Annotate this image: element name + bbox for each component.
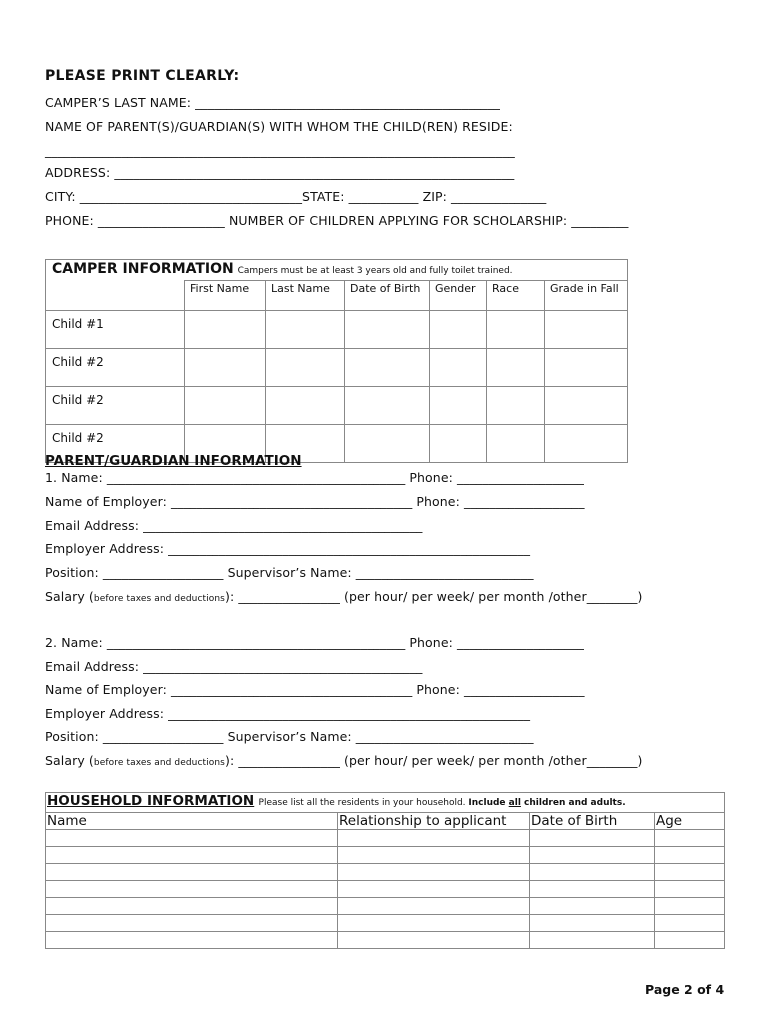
camper-cell[interactable] (430, 311, 487, 349)
household-cell[interactable] (46, 881, 338, 898)
household-cell[interactable] (338, 932, 530, 949)
household-info-table (45, 792, 725, 949)
household-cell[interactable] (530, 864, 655, 881)
camper-cell[interactable] (487, 425, 545, 463)
camper-cell[interactable] (545, 387, 628, 425)
household-row (46, 847, 725, 864)
household-row (46, 915, 725, 932)
salary-note: before taxes and deductions (93, 758, 225, 768)
parent2-salary-field[interactable] (45, 753, 642, 768)
camper-cell[interactable] (430, 425, 487, 463)
camper-cell[interactable] (185, 311, 266, 349)
camper-row-label: Child #2 (46, 425, 185, 463)
household-cell[interactable] (338, 881, 530, 898)
camper-row-label: Child #2 (46, 387, 185, 425)
parent1-employer-field[interactable]: Name of Employer: ______________________________________ Phone: ___________________ (45, 494, 585, 509)
household-header-name: Name (46, 813, 338, 830)
camper-row-label: Child #2 (46, 349, 185, 387)
parent2-position-field[interactable]: Position: ___________________ Supervisor’s Name: ____________________________ (45, 729, 534, 744)
household-cell[interactable] (655, 847, 725, 864)
household-cell[interactable] (338, 847, 530, 864)
salary-label: Salary ( (45, 589, 94, 604)
camper-cell[interactable] (266, 349, 345, 387)
household-row (46, 932, 725, 949)
household-cell[interactable] (338, 864, 530, 881)
salary-rest: ): ________________ (per hour/ per week/ per month /other________) (224, 753, 643, 768)
household-row (46, 830, 725, 847)
household-note-bold-2: children and adults. (520, 798, 626, 808)
household-cell[interactable] (46, 898, 338, 915)
household-note-all: all (508, 798, 521, 808)
household-note-text: Please list all the residents in your household. (258, 798, 469, 808)
household-title-cell (46, 793, 725, 813)
household-row (46, 881, 725, 898)
household-cell[interactable] (338, 830, 530, 847)
household-cell[interactable] (655, 864, 725, 881)
camper-info-table (45, 259, 628, 463)
camper-cell[interactable] (185, 349, 266, 387)
household-rows (46, 830, 725, 949)
camper-cell[interactable] (345, 387, 430, 425)
camper-info-title: CAMPER INFORMATION (52, 261, 234, 277)
camper-header-first-name: First Name (185, 281, 266, 311)
camper-cell[interactable] (545, 311, 628, 349)
household-cell[interactable] (46, 830, 338, 847)
camper-header-last-name: Last Name (266, 281, 345, 311)
household-cell[interactable] (530, 830, 655, 847)
camper-header-gender: Gender (430, 281, 487, 311)
address-field[interactable]: ADDRESS: _______________________________________________________________ (45, 165, 515, 180)
page-heading: PLEASE PRINT CLEARLY: (45, 68, 240, 84)
camper-row-label: Child #1 (46, 311, 185, 349)
camper-cell[interactable] (430, 349, 487, 387)
camper-cell[interactable] (266, 387, 345, 425)
camper-header-blank (46, 281, 185, 311)
camper-cell[interactable] (266, 311, 345, 349)
household-cell[interactable] (338, 915, 530, 932)
camper-cell[interactable] (487, 349, 545, 387)
household-cell[interactable] (655, 898, 725, 915)
city-state-zip-field[interactable]: CITY: ___________________________________STATE: ___________ ZIP: _______________ (45, 189, 547, 204)
camper-info-title-cell (46, 260, 628, 281)
parent2-employer-address-field[interactable]: Employer Address: _________________________________________________________ (45, 706, 531, 721)
salary-label: Salary ( (45, 753, 94, 768)
household-cell[interactable] (46, 932, 338, 949)
household-cell[interactable] (46, 915, 338, 932)
camper-last-name-field[interactable]: CAMPER’S LAST NAME: ________________________________________________ (45, 95, 500, 110)
phone-children-field[interactable]: PHONE: ____________________ NUMBER OF CHILDREN APPLYING FOR SCHOLARSHIP: _________ (45, 213, 629, 228)
parent-names-label: NAME OF PARENT(S)/GUARDIAN(S) WITH WHOM THE CHILD(REN) RESIDE: (45, 119, 513, 134)
camper-cell[interactable] (345, 349, 430, 387)
parent2-name-phone-field[interactable]: 2. Name: _______________________________________________ Phone: ____________________ (45, 635, 584, 650)
household-row (46, 864, 725, 881)
camper-cell[interactable] (430, 387, 487, 425)
household-cell[interactable] (530, 847, 655, 864)
household-header-relationship: Relationship to applicant (338, 813, 530, 830)
parent1-employer-address-field[interactable]: Employer Address: _________________________________________________________ (45, 541, 531, 556)
parent1-salary-field[interactable] (45, 589, 642, 604)
household-cell[interactable] (655, 915, 725, 932)
household-title: HOUSEHOLD INFORMATION (47, 793, 255, 809)
camper-cell[interactable] (345, 425, 430, 463)
household-note (259, 798, 626, 808)
camper-cell[interactable] (345, 311, 430, 349)
parent1-position-field[interactable]: Position: ___________________ Supervisor’s Name: ____________________________ (45, 565, 534, 580)
camper-cell[interactable] (545, 425, 628, 463)
camper-header-dob: Date of Birth (345, 281, 430, 311)
household-cell[interactable] (530, 932, 655, 949)
household-cell[interactable] (655, 932, 725, 949)
camper-cell[interactable] (185, 387, 266, 425)
parent-guardian-title: PARENT/GUARDIAN INFORMATION (45, 453, 302, 469)
page-number: Page 2 of 4 (645, 982, 725, 997)
salary-note: before taxes and deductions (93, 594, 225, 604)
parent2-employer-field[interactable]: Name of Employer: ______________________________________ Phone: ___________________ (45, 682, 585, 697)
household-cell[interactable] (530, 915, 655, 932)
camper-cell[interactable] (487, 387, 545, 425)
household-header-dob: Date of Birth (530, 813, 655, 830)
camper-cell[interactable] (487, 311, 545, 349)
household-cell[interactable] (655, 830, 725, 847)
household-cell[interactable] (530, 898, 655, 915)
household-cell[interactable] (655, 881, 725, 898)
household-cell[interactable] (338, 898, 530, 915)
camper-header-race: Race (487, 281, 545, 311)
parent1-name-phone-field[interactable]: 1. Name: _______________________________________________ Phone: ____________________ (45, 470, 584, 485)
parent2-email-field[interactable]: Email Address: ____________________________________________ (45, 659, 423, 674)
salary-rest: ): ________________ (per hour/ per week/ per month /other________) (224, 589, 643, 604)
household-header-age: Age (655, 813, 725, 830)
camper-info-note: Campers must be at least 3 years old and fully toilet trained. (237, 266, 513, 276)
household-cell[interactable] (530, 881, 655, 898)
camper-header-grade: Grade in Fall (545, 281, 628, 311)
household-cell[interactable] (46, 864, 338, 881)
household-row (46, 898, 725, 915)
household-note-bold-1: Include (468, 798, 509, 808)
parent1-email-field[interactable]: Email Address: ____________________________________________ (45, 518, 423, 533)
camper-cell[interactable] (545, 349, 628, 387)
parent-names-field[interactable]: __________________________________________________________________________ (45, 143, 515, 158)
household-cell[interactable] (46, 847, 338, 864)
